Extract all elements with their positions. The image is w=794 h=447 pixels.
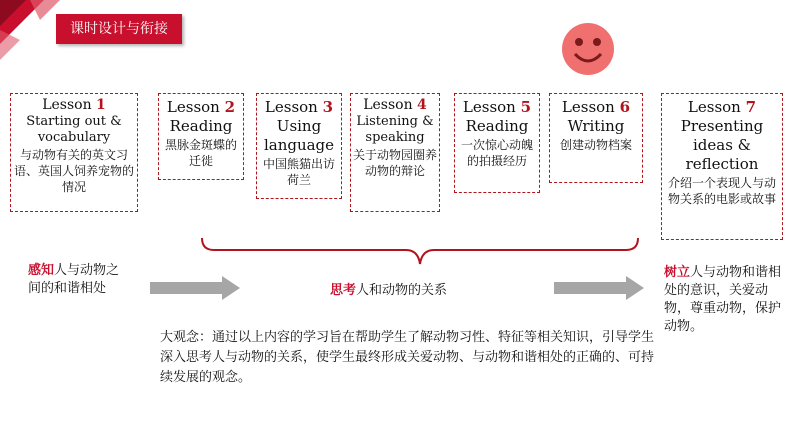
- lesson-topic-en: Writing: [567, 117, 625, 135]
- left-arrow-icon: [150, 276, 240, 300]
- center-note-highlight: 思考: [330, 283, 357, 298]
- big-concept-paragraph: 大观念：通过以上内容的学习旨在帮助学生了解动物习性、特征等相关知识，引导学生深入思考人与动物的关系，使学生最终形成关爱动物、与动物和谐相处的正确的、可持续发展的观念。: [160, 330, 655, 385]
- lesson-topic-en: Using language: [263, 117, 335, 154]
- right-arrow-icon: [554, 276, 644, 300]
- lesson-topic-en: Starting out & vocabulary: [26, 114, 122, 145]
- lesson-heading: Lesson 7: [687, 98, 757, 116]
- lesson-topic-en: Reading: [169, 117, 233, 135]
- lesson-card-5: [454, 93, 540, 193]
- lesson-topic-zh: 关于动物园圈养动物的辩论: [353, 148, 438, 178]
- lesson-topic-zh: 创建动物档案: [559, 138, 632, 152]
- lesson-card-3: [256, 93, 342, 199]
- lesson-topic-zh: 中国熊猫出访荷兰: [262, 157, 335, 187]
- lesson-card-4: [350, 93, 440, 212]
- lesson-heading: Lesson 1: [42, 97, 106, 113]
- lesson-card-6: [549, 93, 643, 183]
- lesson-heading: Lesson 2: [166, 98, 236, 116]
- left-note-text: 人与动物之间的和谐相处: [28, 263, 120, 296]
- corner-decoration-icon: [0, 0, 60, 60]
- right-note: [664, 264, 790, 336]
- lesson-topic-en: Listening & speaking: [356, 114, 434, 145]
- center-note: [330, 279, 447, 298]
- lesson-topic-zh: 一次惊心动魄的拍摄经历: [460, 138, 533, 168]
- lesson-topic-zh: 黑脉金斑蝶的迁徙: [164, 138, 237, 168]
- grouping-brace: [200, 236, 640, 266]
- center-note-text: 人和动物的关系: [356, 283, 448, 298]
- lesson-card-7: [661, 93, 783, 240]
- smiley-face-icon: [561, 22, 615, 76]
- lesson-heading: Lesson 6: [561, 98, 631, 116]
- lesson-heading: Lesson 5: [462, 98, 532, 116]
- left-note: [28, 262, 128, 298]
- lesson-card-2: [158, 93, 244, 180]
- lesson-topic-en: Presenting ideas & reflection: [680, 117, 764, 173]
- left-note-highlight: 感知: [28, 263, 55, 278]
- right-note-highlight: 树立: [664, 265, 691, 280]
- page-title: 课时设计与衔接: [56, 14, 182, 44]
- lesson-topic-en: Reading: [465, 117, 529, 135]
- lesson-heading: Lesson 4: [363, 97, 427, 113]
- lesson-card-1: [10, 93, 138, 212]
- lesson-topic-zh: 介绍一个表现人与动物关系的电影或故事: [667, 176, 776, 206]
- lesson-heading: Lesson 3: [264, 98, 334, 116]
- lesson-topic-zh: 与动物有关的英文习语、英国人饲养宠物的情况: [13, 148, 134, 194]
- right-note-text: 人与动物和谐相处的意识，关爱动物，尊重动物，保护动物。: [664, 265, 782, 334]
